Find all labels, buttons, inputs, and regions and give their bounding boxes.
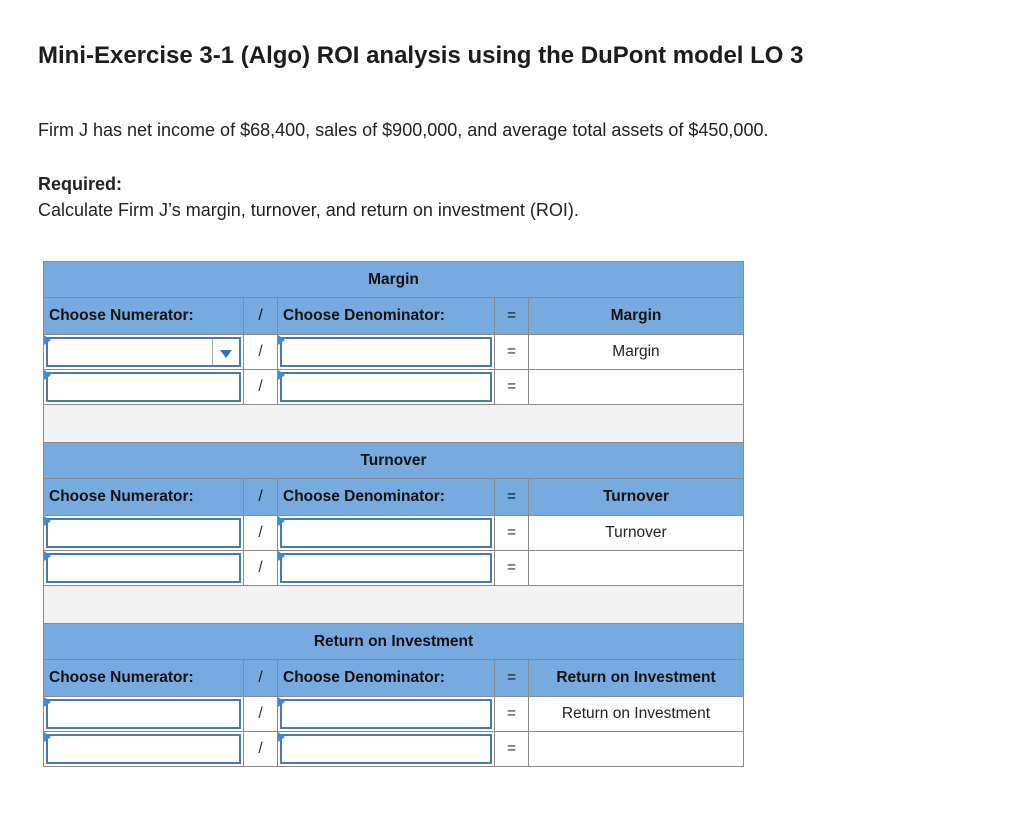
roi-section-header: [44, 624, 744, 660]
required-heading: Required:: [38, 174, 123, 194]
roi-result-cell: [529, 732, 744, 767]
divide-sign: /: [244, 335, 278, 370]
turnover-row-1: [44, 516, 744, 551]
page-title: Mini-Exercise 3-1 (Algo) ROI analysis using the DuPont model LO 3: [38, 42, 804, 69]
result-label: Margin: [529, 335, 744, 370]
input-flag-icon: [44, 551, 51, 561]
numerator-label: Choose Numerator:: [44, 298, 244, 335]
divide-sign: /: [244, 697, 278, 732]
input-field[interactable]: [46, 699, 241, 729]
denominator-label: Choose Denominator:: [278, 660, 495, 697]
dupont-worksheet: [43, 261, 744, 767]
result-header: Turnover: [529, 479, 744, 516]
roi-column-header-row: [44, 660, 744, 697]
roi-row-1: [44, 697, 744, 732]
margin-result-cell: [529, 370, 744, 405]
result-header: Return on Investment: [529, 660, 744, 697]
denominator-label: Choose Denominator:: [278, 479, 495, 516]
margin-denominator-dropdown[interactable]: [278, 335, 495, 370]
input-field[interactable]: [46, 518, 241, 548]
roi-numerator-input[interactable]: [44, 697, 244, 732]
input-field[interactable]: [280, 372, 492, 402]
roi-denominator-input[interactable]: [278, 732, 495, 767]
equals-sign: =: [495, 732, 529, 767]
input-flag-icon: [44, 732, 51, 742]
dropdown-field[interactable]: [46, 337, 241, 367]
turnover-numerator-input[interactable]: [44, 516, 244, 551]
dropdown-button[interactable]: [212, 339, 239, 365]
roi-row-2: [44, 732, 744, 767]
turnover-row-2: [44, 551, 744, 586]
divide-sign: /: [244, 370, 278, 405]
numerator-label: Choose Numerator:: [44, 479, 244, 516]
divide-sign: /: [244, 516, 278, 551]
equals-sign: =: [495, 516, 529, 551]
equals-sign: =: [495, 697, 529, 732]
input-field[interactable]: [280, 734, 492, 764]
roi-numerator-input[interactable]: [44, 732, 244, 767]
numerator-label: Choose Numerator:: [44, 660, 244, 697]
margin-denominator-input[interactable]: [278, 370, 495, 405]
required-text: Calculate Firm J’s margin, turnover, and return on investment (ROI).: [38, 200, 579, 220]
margin-row-2: [44, 370, 744, 405]
divide-sign: /: [244, 479, 278, 516]
turnover-column-header-row: [44, 479, 744, 516]
input-flag-icon: [278, 732, 285, 742]
input-field[interactable]: [46, 734, 241, 764]
divide-sign: /: [244, 551, 278, 586]
result-label: Turnover: [529, 516, 744, 551]
input-flag-icon: [278, 370, 285, 380]
input-field[interactable]: [280, 518, 492, 548]
input-flag-icon: [44, 370, 51, 380]
denominator-label: Choose Denominator:: [278, 298, 495, 335]
divide-sign: /: [244, 298, 278, 335]
input-flag-icon: [278, 551, 285, 561]
equals-sign: =: [495, 660, 529, 697]
turnover-result-cell: [529, 551, 744, 586]
margin-column-header-row: [44, 298, 744, 335]
input-flag-icon: [44, 516, 51, 526]
turnover-denominator-input[interactable]: [278, 516, 495, 551]
equals-sign: =: [495, 551, 529, 586]
input-field[interactable]: [46, 372, 241, 402]
equals-sign: =: [495, 479, 529, 516]
section-title: Turnover: [44, 443, 744, 479]
input-field[interactable]: [280, 553, 492, 583]
turnover-numerator-input[interactable]: [44, 551, 244, 586]
section-title: Return on Investment: [44, 624, 744, 660]
input-field[interactable]: [280, 699, 492, 729]
margin-numerator-input[interactable]: [44, 370, 244, 405]
margin-numerator-dropdown[interactable]: [44, 335, 244, 370]
input-flag-icon: [278, 697, 285, 707]
dropdown-field[interactable]: [280, 337, 492, 367]
equals-sign: =: [495, 335, 529, 370]
roi-denominator-input[interactable]: [278, 697, 495, 732]
margin-section-header: [44, 262, 744, 298]
input-flag-icon: [278, 335, 285, 345]
divide-sign: /: [244, 732, 278, 767]
divide-sign: /: [244, 660, 278, 697]
margin-row-1: [44, 335, 744, 370]
spacer-row: [44, 405, 744, 443]
chevron-down-icon: [220, 350, 232, 358]
turnover-section-header: [44, 443, 744, 479]
problem-statement: Firm J has net income of $68,400, sales of $900,000, and average total assets of $450,000.: [38, 120, 769, 140]
section-title: Margin: [44, 262, 744, 298]
turnover-denominator-input[interactable]: [278, 551, 495, 586]
equals-sign: =: [495, 370, 529, 405]
input-flag-icon: [44, 697, 51, 707]
input-flag-icon: [44, 335, 51, 345]
equals-sign: =: [495, 298, 529, 335]
input-field[interactable]: [46, 553, 241, 583]
result-label: Return on Investment: [529, 697, 744, 732]
result-header: Margin: [529, 298, 744, 335]
input-flag-icon: [278, 516, 285, 526]
spacer-row: [44, 586, 744, 624]
